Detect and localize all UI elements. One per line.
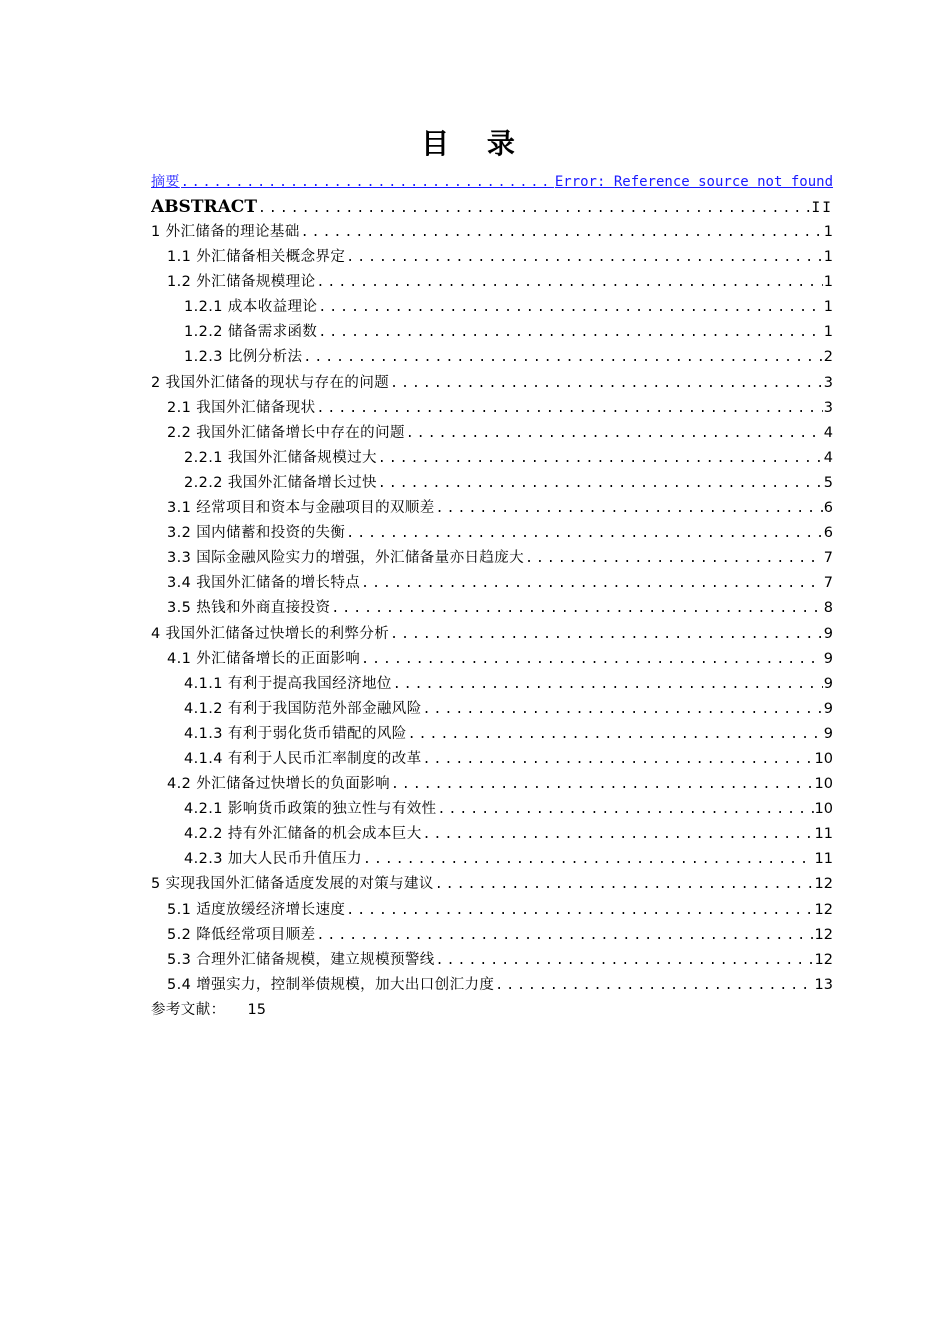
toc-entry-2-2-1[interactable] (151, 446, 833, 471)
toc-entry-page: 3 (823, 374, 833, 391)
toc-entry-4-1[interactable] (151, 647, 833, 672)
toc-entry-4-2[interactable] (151, 772, 833, 797)
toc-dot-leader (331, 596, 822, 621)
toc-dot-leader (390, 371, 823, 396)
toc-entry-5-1[interactable] (151, 898, 833, 923)
toc-entry-label: 4.1.3 有利于弱化货币错配的风险 (184, 725, 407, 742)
toc-entry-3-4[interactable] (151, 571, 833, 596)
toc-entry-4-1-4[interactable] (151, 747, 833, 772)
toc-entry-label: 1 外汇储备的理论基础 (151, 224, 300, 240)
toc-entry-label: 4 我国外汇储备过快增长的利弊分析 (151, 625, 390, 642)
toc-entry-label: 4.1.2 有利于我国防范外部金融风险 (184, 700, 422, 717)
toc-entry-page: 1 (823, 299, 833, 316)
toc-entry-label: 5.4 增强实力，控制举债规模，加大出口创汇力度 (167, 976, 495, 993)
toc-entry-1-2-3[interactable] (151, 345, 833, 370)
toc-entry-4-1-3[interactable] (151, 722, 833, 747)
toc-dot-leader (423, 747, 814, 772)
toc-dot-leader (436, 496, 823, 521)
toc-entry-page: 9 (823, 700, 833, 717)
toc-entry-5-3[interactable] (151, 948, 833, 973)
toc-entry-label: 3.2 国内储蓄和投资的失衡 (167, 525, 346, 542)
toc-entry-page: 7 (823, 575, 833, 592)
toc-entry-page: 2 (823, 349, 833, 366)
toc-dot-leader (378, 471, 823, 496)
toc-entry-4-2-3[interactable] (151, 847, 833, 872)
toc-dot-leader (258, 196, 811, 220)
toc-entry-3-5[interactable] (151, 596, 833, 621)
toc-entry-1-2[interactable] (151, 270, 833, 295)
toc-entry-label: 1.2.1 成本收益理论 (184, 299, 318, 316)
toc-entry-label[interactable]: 摘要 (151, 174, 180, 190)
toc-entry-page: 10 (814, 750, 833, 767)
toc-entry-page: 10 (814, 801, 833, 818)
toc-entry-2-1[interactable] (151, 396, 833, 421)
toc-entry-label: 2 我国外汇储备的现状与存在的问题 (151, 374, 390, 391)
toc-entry-chapter-1[interactable] (151, 220, 833, 245)
toc-entry-chapter-2[interactable] (151, 371, 833, 396)
toc-entry-page: 4 (823, 449, 833, 466)
toc-entry-page: 1 (823, 324, 833, 341)
toc-dot-leader (346, 898, 813, 923)
toc-dot-leader (346, 521, 822, 546)
toc-dot-leader (363, 847, 814, 872)
toc-entry-label: 4.2.1 影响货币政策的独立性与有效性 (184, 801, 437, 818)
toc-dot-leader (495, 973, 813, 998)
toc-dot-leader (346, 245, 822, 270)
references-page: 15 (247, 1001, 266, 1018)
toc-entry-label: 1.1 外汇储备相关概念界定 (167, 249, 346, 266)
toc-entry-1-2-1[interactable] (151, 295, 833, 320)
toc-entry-label: 5.3 合理外汇储备规模，建立规模预警线 (167, 951, 435, 968)
toc-dot-leader (316, 270, 822, 295)
toc-entry-page: 12 (814, 951, 833, 968)
toc-dot-leader (301, 220, 823, 245)
toc-entry-page: II (811, 200, 833, 216)
toc-entry-2-2-2[interactable] (151, 471, 833, 496)
toc-entry-page[interactable]: Error: Reference source not found (554, 174, 833, 190)
toc-entry-page: 1 (823, 274, 833, 291)
toc-entry-page: 12 (814, 901, 833, 918)
toc-entry-page: 10 (814, 776, 833, 793)
toc-entry-label: 3.5 热钱和外商直接投资 (167, 600, 331, 617)
toc-dot-leader (435, 872, 814, 897)
toc-entry-abstract-cn[interactable] (151, 170, 833, 194)
toc-entry-page: 9 (823, 725, 833, 742)
toc-dot-leader (361, 647, 823, 672)
toc-entry-page: 1 (823, 224, 833, 240)
toc-dot-leader (303, 345, 822, 370)
toc-entry-page: 6 (823, 525, 833, 542)
toc-entry-page: 9 (823, 675, 833, 692)
toc-dot-leader (390, 622, 823, 647)
toc-dot-leader (361, 571, 823, 596)
toc-entry-4-2-1[interactable] (151, 797, 833, 822)
toc-entry-5-2[interactable] (151, 923, 833, 948)
toc-entry-page: 4 (823, 424, 833, 441)
toc-entry-label: ABSTRACT (151, 197, 257, 217)
toc-entry-label: 5.2 降低经常项目顺差 (167, 926, 316, 943)
toc-entry-label: 2.2 我国外汇储备增长中存在的问题 (167, 424, 405, 441)
toc-dot-leader (181, 171, 554, 194)
toc-entry-chapter-5[interactable] (151, 872, 833, 897)
toc-entry-label: 1.2 外汇储备规模理论 (167, 274, 316, 291)
toc-dot-leader (378, 446, 823, 471)
toc-entry-4-1-1[interactable] (151, 672, 833, 697)
toc-dot-leader (406, 421, 823, 446)
toc-entry-page: 5 (823, 474, 833, 491)
toc-entry-page: 9 (823, 625, 833, 642)
toc-dot-leader (408, 722, 823, 747)
toc-entry-2-2[interactable] (151, 421, 833, 446)
toc-title: 目 录 (421, 127, 529, 160)
toc-entry-label: 4.2.3 加大人民币升值压力 (184, 851, 363, 868)
toc-entry-label: 2.1 我国外汇储备现状 (167, 399, 316, 416)
toc-entry-page: 9 (823, 650, 833, 667)
toc-entry-4-1-2[interactable] (151, 697, 833, 722)
toc-entry-label: 2.2.1 我国外汇储备规模过大 (184, 449, 377, 466)
toc-dot-leader (316, 923, 813, 948)
toc-entry-1-2-2[interactable] (151, 320, 833, 345)
toc-dot-leader (423, 697, 823, 722)
toc-dot-leader (318, 320, 822, 345)
toc-entry-page: 8 (823, 600, 833, 617)
toc-entry-label: 2.2.2 我国外汇储备增长过快 (184, 474, 377, 491)
toc-entry-5-4[interactable] (151, 973, 833, 998)
toc-entry-1-1[interactable] (151, 245, 833, 270)
toc-entry-references[interactable] (151, 998, 833, 1023)
toc-dot-leader (318, 295, 822, 320)
toc-entry-label: 5 实现我国外汇储备适度发展的对策与建议 (151, 876, 434, 893)
toc-entry-page: 3 (823, 399, 833, 416)
toc-entry-label: 1.2.2 储备需求函数 (184, 324, 318, 341)
toc-entry-label: 5.1 适度放缓经济增长速度 (167, 901, 346, 918)
toc-entry-3-3[interactable] (151, 546, 833, 571)
toc-dot-leader (525, 546, 823, 571)
toc-entry-label: 4.1.1 有利于提高我国经济地位 (184, 675, 392, 692)
toc-dot-leader (391, 772, 814, 797)
toc-entry-page: 12 (814, 876, 833, 893)
table-of-contents (151, 170, 833, 1023)
toc-entry-label: 3.3 国际金融风险实力的增强，外汇储备量亦日趋庞大 (167, 550, 525, 567)
toc-entry-page: 11 (814, 851, 833, 868)
toc-dot-leader (423, 822, 814, 847)
toc-entry-label: 1.2.3 比例分析法 (184, 349, 303, 366)
toc-entry-chapter-4[interactable] (151, 622, 833, 647)
toc-entry-4-2-2[interactable] (151, 822, 833, 847)
toc-entry-3-1[interactable] (151, 496, 833, 521)
toc-entry-page: 12 (814, 926, 833, 943)
references-label: 参考文献： (151, 1001, 226, 1018)
toc-entry-label: 4.2 外汇储备过快增长的负面影响 (167, 776, 390, 793)
toc-entry-abstract-en[interactable] (151, 194, 833, 220)
toc-entry-label: 4.2.2 持有外汇储备的机会成本巨大 (184, 826, 422, 843)
toc-entry-page: 6 (823, 500, 833, 517)
toc-entry-page: 1 (823, 249, 833, 266)
toc-entry-page: 7 (823, 550, 833, 567)
toc-dot-leader (316, 396, 822, 421)
toc-entry-label: 3.1 经常项目和资本与金融项目的双顺差 (167, 500, 435, 517)
toc-dot-leader (393, 672, 823, 697)
toc-entry-label: 4.1 外汇储备增长的正面影响 (167, 650, 361, 667)
toc-entry-page: 13 (814, 976, 833, 993)
toc-entry-page: 11 (814, 826, 833, 843)
toc-entry-label: 3.4 我国外汇储备的增长特点 (167, 575, 361, 592)
toc-dot-leader (436, 948, 814, 973)
toc-entry-label: 4.1.4 有利于人民币汇率制度的改革 (184, 750, 422, 767)
toc-entry-3-2[interactable] (151, 521, 833, 546)
toc-dot-leader (438, 797, 814, 822)
